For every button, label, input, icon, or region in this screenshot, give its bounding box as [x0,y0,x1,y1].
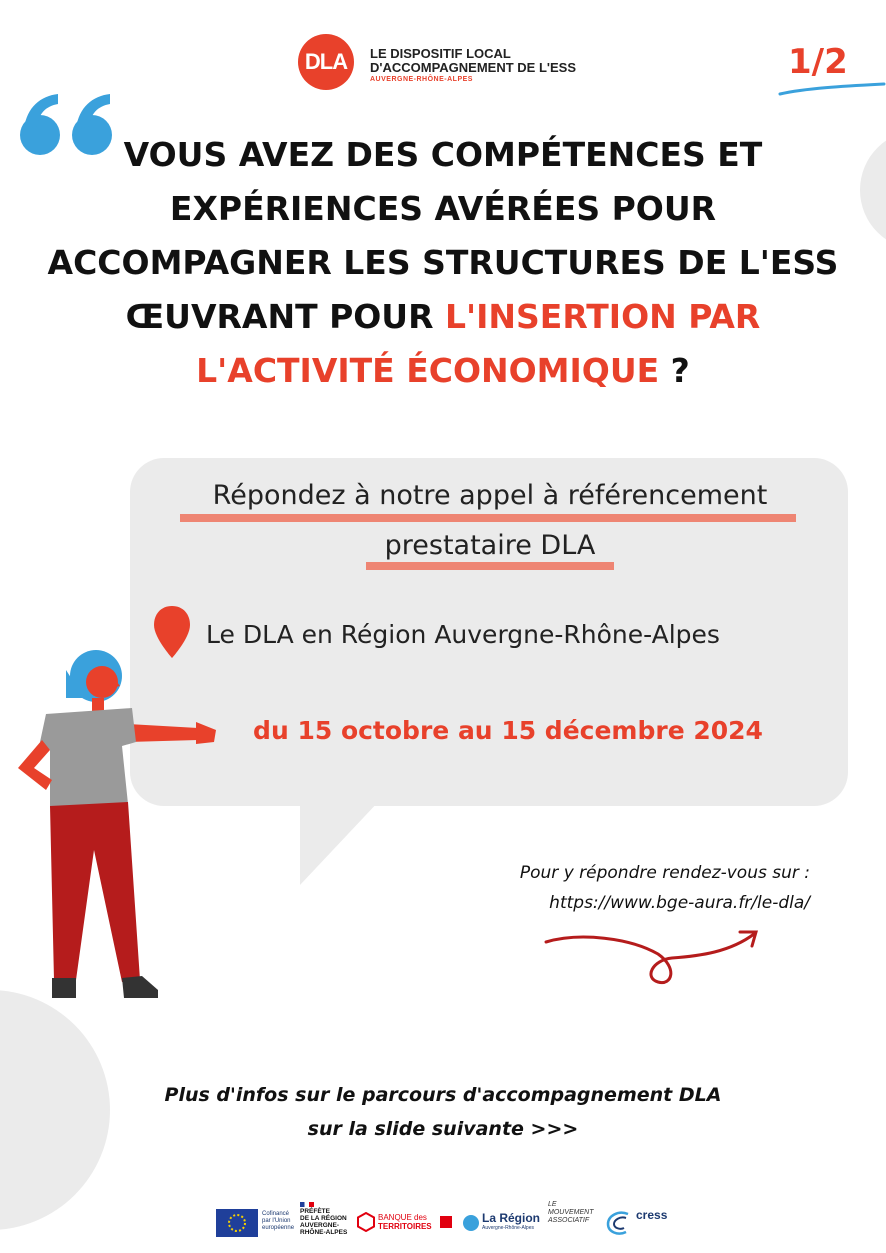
dla-logo-text [370,47,576,85]
banque-line1: BANQUE des [378,1213,427,1222]
mouvement-line3: ASSOCIATIF [548,1217,590,1224]
logo-title-line2: D'ACCOMPAGNEMENT DE L'ESS [370,60,577,75]
mouvement-line2: MOUVEMENT [548,1209,594,1216]
banque-square-icon [440,1216,452,1228]
headline-line2: EXPÉRIENCES AVÉRÉES POUR [169,189,717,228]
prefet-line1: PRÉFÈTE [300,1208,330,1215]
date-range: du 15 octobre au 15 décembre 2024 [253,716,763,745]
decorative-circle-right [860,130,886,250]
prefet-logo [300,1202,347,1236]
prefet-line4: RHÔNE-ALPES [300,1229,348,1236]
headline-line1: VOUS AVEZ DES COMPÉTENCES ET [123,135,763,174]
curly-arrow-icon [540,924,770,994]
headline-line4-accent: L'INSERTION PAR [445,297,761,336]
eu-flag-icon [216,1209,258,1237]
headline-line5 [30,344,856,398]
headline [30,128,856,398]
cress-logo: cress [636,1208,668,1222]
location-text: Le DLA en Région Auvergne-Rhône-Alpes [206,620,720,649]
answer-line1: Pour y répondre rendez-vous sur : [519,863,810,883]
banque-territoires-icon [356,1212,376,1232]
highlight-bar-1 [180,514,796,522]
prefet-line3: AUVERGNE- [300,1222,340,1229]
mouvement-associatif-logo [548,1201,594,1225]
dla-logo-mark: DLA [298,34,354,90]
page-indicator-underline [776,80,886,100]
headline-line5-end: ? [659,351,690,390]
more-info-line1: Plus d'infos sur le parcours d'accompagnement DLA [164,1084,722,1106]
headline-line5-accent: L'ACTIVITÉ ÉCONOMIQUE [196,351,660,390]
mouvement-line1: LE [548,1201,557,1208]
call-line1: Répondez à notre appel à référencement [212,480,768,511]
speech-bubble-tail [290,800,390,890]
region-logo-icon [463,1215,479,1231]
call-line2: prestataire DLA [384,530,596,561]
eu-line2: par l'Union [262,1218,291,1224]
logo-title-line1: LE DISPOSITIF LOCAL [370,46,511,61]
banque-territoires-logo [378,1213,432,1231]
woman-illustration [10,650,220,1000]
more-info [0,1078,886,1146]
eu-logo-text [262,1211,294,1232]
logo-region: AUVERGNE-RHÔNE-ALPES [370,76,473,83]
prefet-line2: DE LA RÉGION [300,1215,347,1222]
headline-line4-start: ŒUVRANT POUR [125,297,446,336]
region-name: La Région [482,1211,541,1225]
eu-line3: européenne [262,1225,295,1231]
headline-line4 [30,290,856,344]
marianne-icon [300,1202,314,1207]
headline-line3: ACCOMPAGNER LES STRUCTURES DE L'ESS [47,243,839,282]
answer-instructions [440,858,810,918]
banque-line2: TERRITOIRES [378,1222,432,1231]
more-info-line2: sur la slide suivante >>> [307,1118,579,1140]
highlight-bar-2 [366,562,614,570]
region-logo [482,1212,540,1232]
eu-line1: Cofinancé [262,1211,290,1217]
page-indicator: 1/2 [788,42,848,82]
answer-url[interactable]: https://www.bge-aura.fr/le-dla/ [549,893,810,913]
region-sub: Auvergne-Rhône-Alpes [482,1225,534,1231]
cress-logo-icon [604,1208,634,1238]
